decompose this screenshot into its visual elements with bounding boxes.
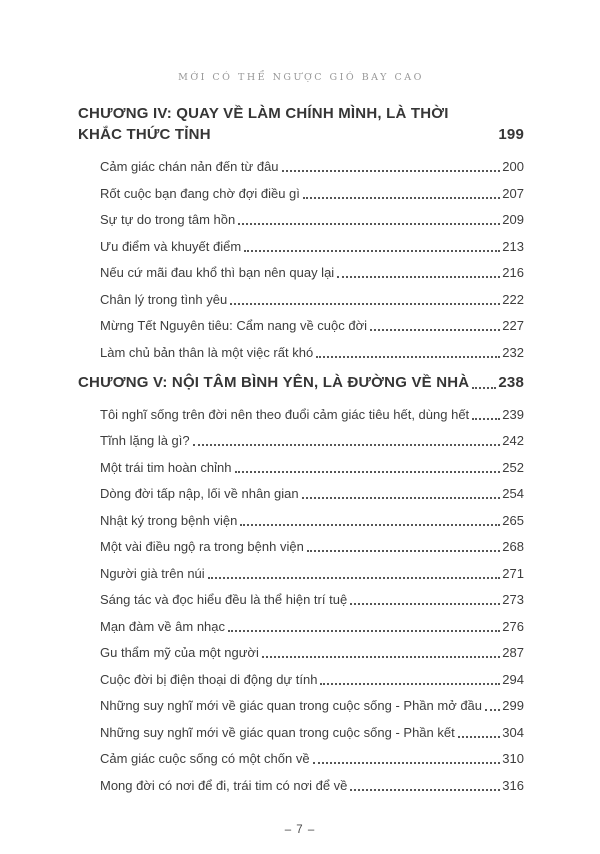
- toc-entry-row: [78, 237, 524, 256]
- entry-title: Gu thẩm mỹ của một người: [100, 645, 259, 660]
- toc-entry-row: [78, 511, 524, 530]
- dotted-leader: [262, 656, 500, 658]
- toc-entry-row: [78, 617, 524, 636]
- page-number-footer: – 7 –: [284, 824, 316, 836]
- toc-entry-row: [78, 210, 524, 229]
- entry-title: Một trái tim hoàn chỉnh: [100, 459, 232, 475]
- dotted-leader: [208, 577, 501, 579]
- entry-title: Mừng Tết Nguyên tiêu: Cẩm nang về cuộc đời: [100, 318, 368, 333]
- entry-page-number: 213: [502, 238, 524, 254]
- chapter-heading-row: [78, 372, 524, 393]
- chapter-title: CHƯƠNG V: NỘI TÂM BÌNH YÊN, LÀ ĐƯỜNG VỀ NHÀ: [78, 373, 470, 391]
- entry-title: Dòng đời tấp nập, lối về nhân gian: [100, 486, 299, 501]
- toc-entry-row: [78, 590, 524, 609]
- entry-title: Nhật ký trong bệnh viện: [100, 512, 238, 528]
- toc-entry-row: [78, 749, 524, 768]
- toc-entry-row: [78, 484, 524, 503]
- chapter-entries: [78, 405, 524, 795]
- dotted-leader: [238, 223, 500, 225]
- toc-entry-row: [78, 316, 524, 335]
- toc-entry-row: [78, 696, 524, 715]
- toc-entry-row: [78, 431, 524, 450]
- toc-entry-row: [78, 184, 524, 203]
- toc-section: [78, 103, 524, 362]
- dotted-leader: [193, 444, 501, 446]
- entry-title: Mạn đàm về âm nhạc: [100, 618, 226, 634]
- toc-entry-row: [78, 263, 524, 282]
- toc-entry-row: [78, 776, 524, 795]
- dotted-leader: [472, 387, 496, 389]
- entry-page-number: 216: [502, 265, 524, 280]
- entry-title: Sáng tác và đọc hiểu đều là thể hiện trí tuệ: [100, 592, 348, 607]
- dotted-leader: [350, 603, 500, 605]
- toc-entry-row: [78, 157, 524, 176]
- dotted-leader: [228, 630, 500, 632]
- entry-page-number: 227: [502, 318, 524, 333]
- entry-page-number: 265: [502, 512, 524, 528]
- toc-entry-row: [78, 723, 524, 742]
- entry-page-number: 271: [502, 565, 524, 581]
- entry-title: Sự tự do trong tâm hồn: [100, 212, 236, 227]
- entry-page-number: 276: [502, 618, 524, 634]
- dotted-leader: [240, 524, 500, 526]
- dotted-leader: [316, 356, 500, 358]
- entry-page-number: 200: [502, 159, 524, 174]
- entry-title: Những suy nghĩ mới về giác quan trong cuộc sống - Phần kết: [100, 724, 455, 740]
- entry-page-number: 252: [502, 459, 524, 475]
- dotted-leader: [472, 418, 500, 420]
- chapter-title: CHƯƠNG IV: QUAY VỀ LÀM CHÍNH MÌNH, LÀ THỜI KHẮC THỨC TỈNH: [78, 105, 449, 143]
- entry-page-number: 254: [502, 486, 524, 501]
- dotted-leader: [320, 683, 500, 685]
- entry-title: Những suy nghĩ mới về giác quan trong cuộc sống - Phần mở đầu: [100, 698, 483, 713]
- entry-page-number: 310: [502, 751, 524, 766]
- entry-title: Tôi nghĩ sống trên đời nên theo đuổi cảm giác tiêu hết, dùng hết: [100, 406, 470, 422]
- dotted-leader: [337, 276, 500, 278]
- chapter-page-number: 199: [498, 126, 524, 143]
- entry-title: Ưu điểm và khuyết điểm: [100, 238, 242, 254]
- entry-page-number: 294: [502, 671, 524, 687]
- entry-page-number: 207: [502, 185, 524, 201]
- dotted-leader: [485, 709, 500, 711]
- entry-title: Người già trên núi: [100, 565, 205, 581]
- entry-page-number: 239: [502, 406, 524, 422]
- toc-entry-row: [78, 643, 524, 662]
- entry-title: Cuộc đời bị điện thoại di động dự tính: [100, 671, 318, 687]
- toc-entry-row: [78, 564, 524, 583]
- dotted-leader: [458, 736, 501, 738]
- dotted-leader: [302, 497, 501, 499]
- table-of-contents: [78, 103, 524, 795]
- toc-entry-row: [78, 537, 524, 556]
- toc-entry-row: [78, 343, 524, 362]
- dotted-leader: [313, 762, 501, 764]
- entry-title: Mong đời có nơi để đi, trái tim có nơi để về: [100, 777, 348, 793]
- entry-title: Rốt cuộc bạn đang chờ đợi điều gì: [100, 185, 300, 201]
- dotted-leader: [230, 303, 500, 305]
- entry-page-number: 287: [502, 645, 524, 660]
- dotted-leader: [244, 250, 500, 252]
- chapter-heading-row: [78, 103, 524, 145]
- entry-title: Cảm giác cuộc sống có một chốn về: [100, 751, 310, 766]
- toc-entry-row: [78, 405, 524, 424]
- entry-page-number: 242: [502, 433, 524, 448]
- entry-title: Làm chủ bản thân là một việc rất khó: [100, 344, 314, 360]
- dotted-leader: [370, 329, 500, 331]
- dotted-leader: [350, 789, 500, 791]
- toc-entry-row: [78, 290, 524, 309]
- entry-page-number: 232: [502, 344, 524, 360]
- entry-title: Chân lý trong tình yêu: [100, 291, 228, 307]
- entry-page-number: 299: [502, 698, 524, 713]
- entry-page-number: 209: [502, 212, 524, 227]
- entry-title: Cảm giác chán nản đến từ đâu: [100, 159, 279, 174]
- toc-entry-row: [78, 670, 524, 689]
- entry-title: Tĩnh lặng là gì?: [100, 433, 190, 448]
- dotted-leader: [235, 471, 501, 473]
- running-header: MỚI CÓ THỂ NGƯỢC GIÓ BAY CAO: [178, 72, 424, 83]
- entry-page-number: 268: [502, 539, 524, 554]
- entry-page-number: 304: [502, 724, 524, 740]
- toc-section: [78, 372, 524, 795]
- dotted-leader: [282, 170, 501, 172]
- entry-page-number: 222: [502, 291, 524, 307]
- toc-entry-row: [78, 458, 524, 477]
- entry-page-number: 273: [502, 592, 524, 607]
- chapter-page-number: 238: [498, 373, 524, 391]
- entry-page-number: 316: [502, 777, 524, 793]
- entry-title: Nếu cứ mãi đau khổ thì bạn nên quay lại: [100, 265, 335, 280]
- entry-title: Một vài điều ngộ ra trong bệnh viện: [100, 539, 304, 554]
- dotted-leader: [307, 550, 500, 552]
- chapter-entries: [78, 157, 524, 362]
- dotted-leader: [303, 197, 500, 199]
